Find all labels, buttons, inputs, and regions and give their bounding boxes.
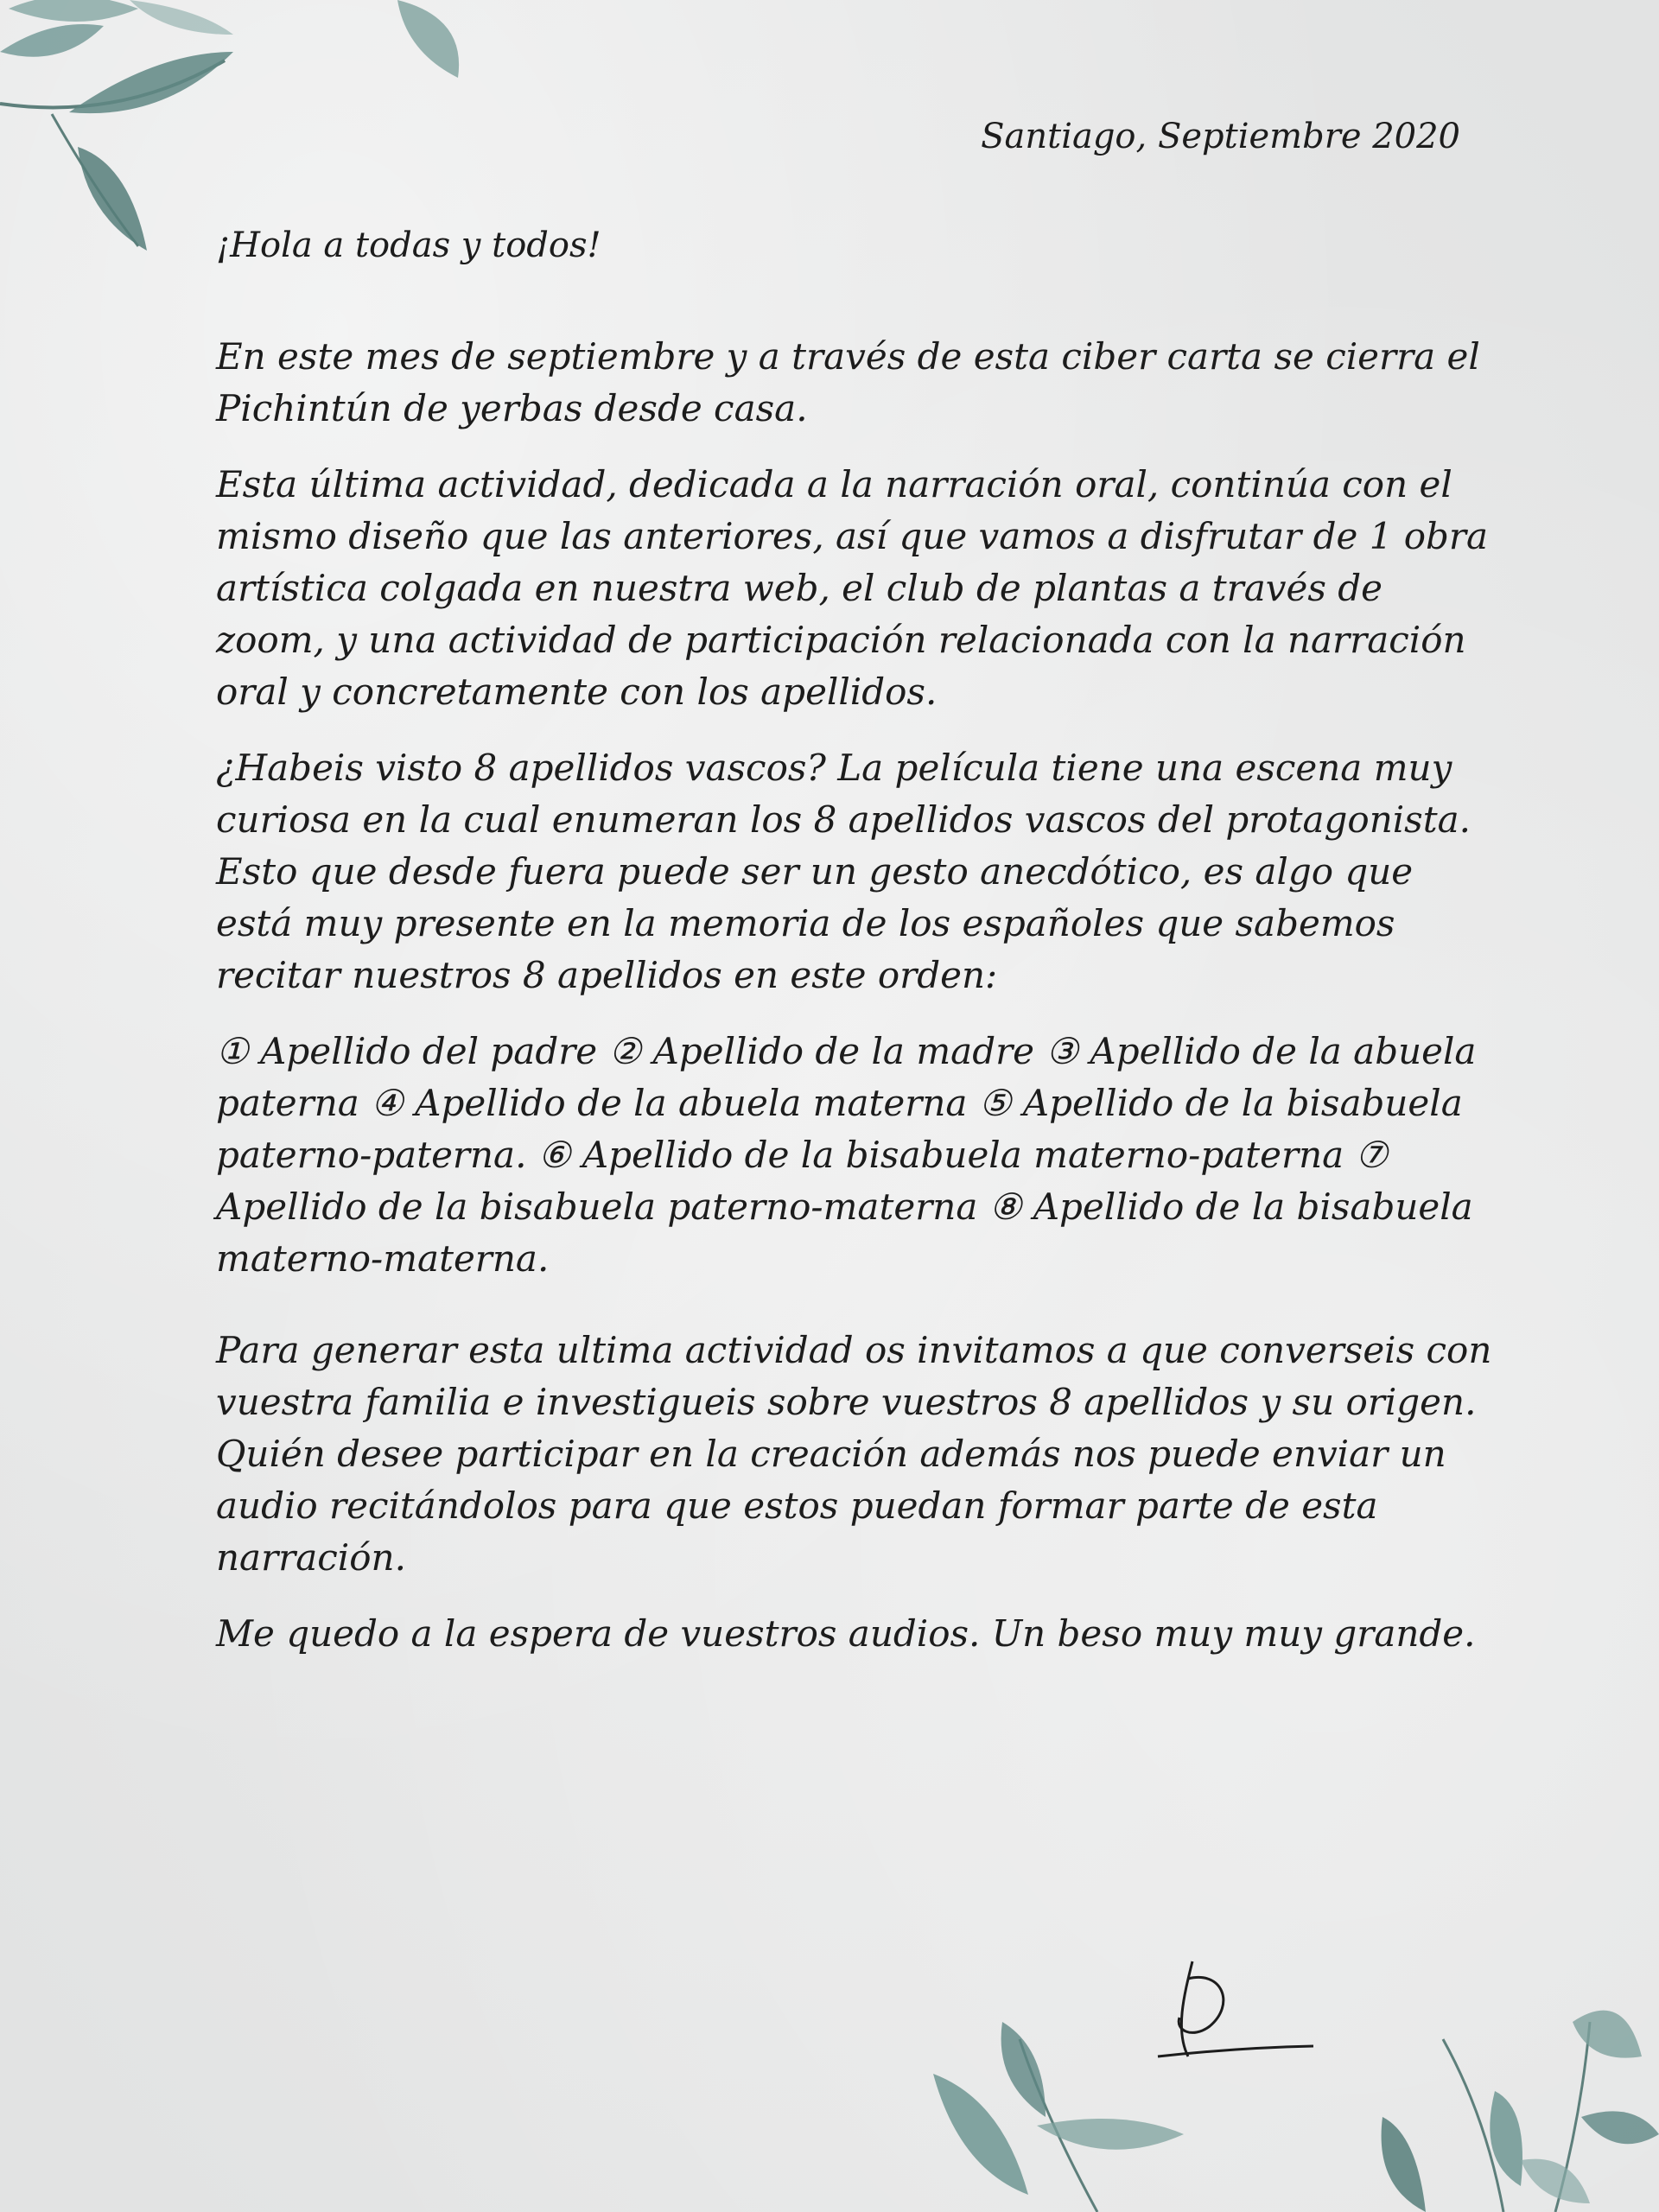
handwritten-letter <box>216 104 1495 1684</box>
letter-date: Santiago, Septiembre 2020 <box>981 117 1460 156</box>
letter-paragraph-1: En este mes de septiembre y a través de esta ciber carta se cierra el Pichintún de yerbas desde casa. <box>216 335 1480 429</box>
letter-paragraph-4: ① Apellido del padre ② Apellido de la madre ③ Apellido de la abuela paterna ④ Apellido de la abuela materna ⑤ Apellido de la bisabuela paterno-paterna. ⑥ Apellido de la bisabuela materno-paterna ⑦ Apellido de la bisabuela paterno-materna ⑧ Apellido de la bisabuela materno-materna. <box>216 1030 1477 1280</box>
letter-paragraph-5: Para generar esta ultima actividad os invitamos a que converseis con vuestra familia e investigueis sobre vuestros 8 apellidos y su origen. Quién desee participar en la creación además nos puede enviar un audio recitándolos para que estos puedan formar parte de esta narración. <box>216 1329 1492 1579</box>
letter-paragraph-6: Me quedo a la espera de vuestros audios. Un beso muy muy grande. <box>216 1612 1476 1655</box>
letter-paragraph-2: Esta última actividad, dedicada a la narración oral, continúa con el mismo diseño que las anteriores, así que vamos a disfrutar de 1 obra artística colgada en nuestra web, el club de plantas a través de zoom, y una actividad de participación relacionada con la narración oral y concretamente con los apellidos. <box>216 463 1489 713</box>
letter-paragraph-3: ¿Habeis visto 8 apellidos vascos? La película tiene una escena muy curiosa en la cual enumeran los 8 apellidos vascos del protagonista. Esto que desde fuera puede ser un gesto anecdótico, es algo que está muy presente en la memoria de los españoles que sabemos recitar nuestros 8 apellidos en este orden: <box>216 747 1471 996</box>
signature <box>1141 1944 1331 2074</box>
letter-greeting: ¡Hola a todas y todos! <box>216 226 601 265</box>
